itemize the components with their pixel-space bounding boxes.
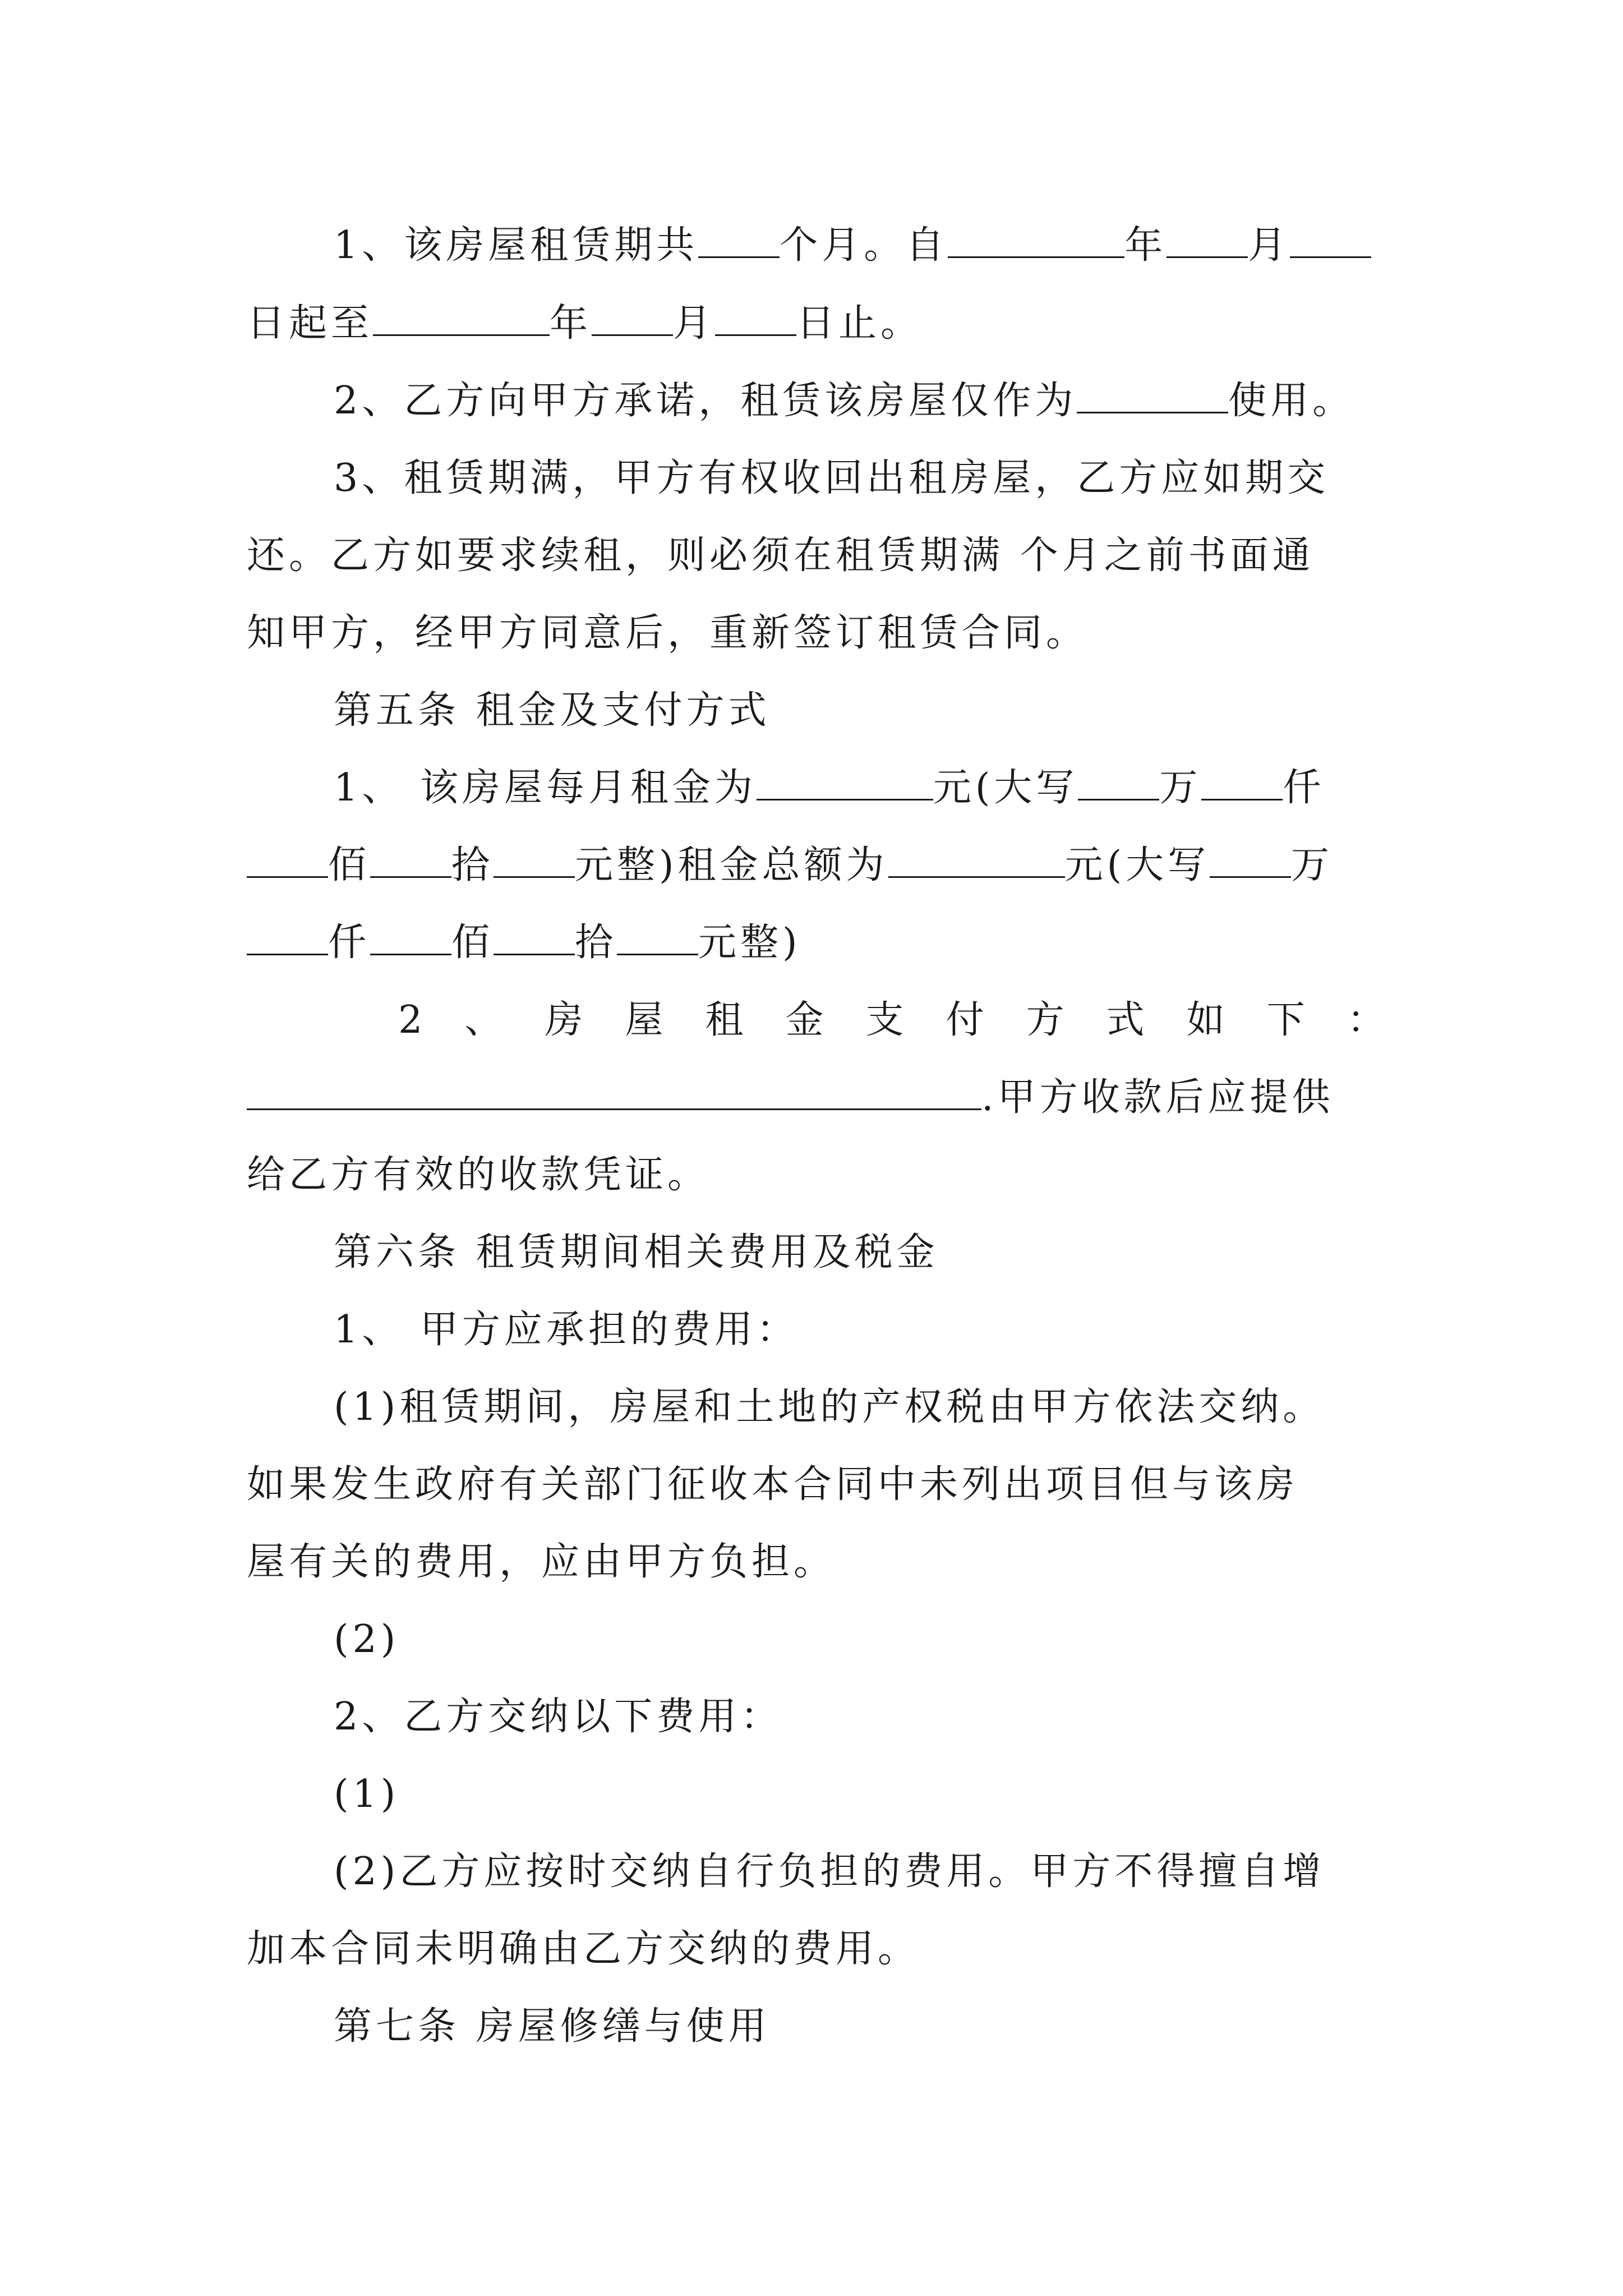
blank-total-rent (888, 839, 1065, 878)
text-segment: 元整)租金总额为 (575, 843, 888, 887)
text-segment: 万 (1159, 766, 1202, 810)
blank-usage (1077, 375, 1228, 413)
char: 付 (946, 998, 984, 1042)
blank-end-year (373, 297, 550, 336)
char: 如 (1186, 998, 1225, 1042)
char: 屋 (625, 998, 663, 1042)
text-segment: 使用。 (1228, 379, 1355, 423)
text-segment: 仟 (328, 921, 371, 965)
blank-total-bai (370, 917, 451, 955)
text-segment: 元(大写 (1064, 843, 1210, 887)
char: 金 (785, 998, 824, 1042)
text-segment: 日起至 (247, 301, 374, 346)
text-segment: .甲方收款后应提供 (981, 1075, 1334, 1120)
text-segment: 仟 (1283, 766, 1325, 810)
char: 租 (705, 998, 744, 1042)
clause-6-1-1-line1: (1)租赁期间，房屋和土地的产权税由甲方依法交纳。 (334, 1385, 1325, 1429)
text-segment: 元整) (698, 921, 801, 965)
blank-start-day (1290, 219, 1371, 258)
blank-payment-method (247, 1071, 981, 1110)
text-segment: 年 (1124, 223, 1167, 268)
clause-6-1-2: (2) (334, 1617, 400, 1662)
char: 下 (1266, 998, 1305, 1042)
clause-6-2-1: (1) (334, 1772, 400, 1816)
blank-wan (1078, 762, 1159, 800)
clause-6-2-2-line1: (2)乙方应按时交纳自行负担的费用。甲方不得擅自增 (334, 1849, 1325, 1894)
char: 支 (865, 998, 904, 1042)
blank-end-day (715, 297, 796, 336)
text-segment: 拾 (451, 843, 494, 887)
article-5-title: 第五条 租金及支付方式 (334, 688, 771, 733)
blank-shi (370, 839, 451, 878)
text-segment: 年 (550, 301, 592, 346)
clause-4-3-line1: 3、租赁期满，甲方有权收回出租房屋，乙方应如期交 (334, 456, 1330, 500)
clause-5-1-line3 (247, 915, 1385, 971)
blank-qian (1201, 762, 1283, 800)
blank-yuan (494, 839, 575, 878)
blank-bai (247, 839, 328, 878)
text-segment: 元(大写 (933, 766, 1078, 810)
clause-4-1-line2 (247, 296, 1385, 352)
blank-total-yuan (617, 917, 698, 955)
clause-4-2 (334, 373, 1472, 429)
blank-monthly-rent (757, 762, 933, 800)
clause-4-3-line3: 知甲方，经甲方同意后，重新签订租赁合同。 (247, 611, 1089, 655)
blank-months (698, 219, 780, 258)
text-segment: 1、该房屋租赁期共 (334, 223, 699, 268)
text-segment: 万 (1291, 843, 1334, 887)
char: 方 (1026, 998, 1064, 1042)
blank-total-shi (494, 917, 575, 955)
clause-6-2: 2、乙方交纳以下费用： (334, 1695, 783, 1739)
clause-4-3-line2: 还。乙方如要求续租，则必须在租赁期满 个月之前书面通 (247, 533, 1315, 578)
char: 式 (1106, 998, 1145, 1042)
clause-6-2-2-line2: 加本合同未明确由乙方交纳的费用。 (247, 1927, 920, 1971)
blank-end-month (592, 297, 673, 336)
text-segment: 拾 (575, 921, 617, 965)
clause-5-2-line2 (247, 1070, 1385, 1126)
clause-5-1-line2 (247, 838, 1385, 894)
text-segment: 佰 (328, 843, 371, 887)
char: 2 (398, 998, 423, 1042)
clause-6-1-1-line2: 如果发生政府有关部门征收本合同中未列出项目但与该房 (247, 1462, 1299, 1507)
blank-total-qian (247, 917, 328, 955)
blank-start-month (1166, 219, 1248, 258)
clause-5-2-line3: 给乙方有效的收款凭证。 (247, 1153, 710, 1197)
clause-6-1: 1、 甲方应承担的费用： (334, 1308, 799, 1352)
text-segment: 个月。自 (780, 223, 948, 268)
blank-start-year (948, 219, 1124, 258)
text-segment: 月 (1248, 223, 1290, 268)
text-segment: 日止。 (796, 301, 923, 346)
text-segment: 佰 (451, 921, 494, 965)
char: 房 (545, 998, 583, 1042)
char: ： (1347, 998, 1385, 1042)
text-segment: 1、 该房屋每月租金为 (334, 766, 757, 810)
article-7-title: 第七条 房屋修缮与使用 (334, 2004, 771, 2049)
article-6-title: 第六条 租赁期间相关费用及税金 (334, 1230, 939, 1274)
text-segment: 2、乙方向甲方承诺，租赁该房屋仅作为 (334, 379, 1077, 423)
text-segment: 月 (673, 301, 716, 346)
clause-5-1-line1 (334, 760, 1472, 816)
blank-total-wan (1210, 839, 1291, 878)
clause-6-1-1-line3: 屋有关的费用，应由甲方负担。 (247, 1540, 836, 1584)
clause-5-2-line1 (247, 992, 1385, 1048)
char: 、 (464, 998, 503, 1042)
clause-4-1-line1 (334, 218, 1472, 274)
